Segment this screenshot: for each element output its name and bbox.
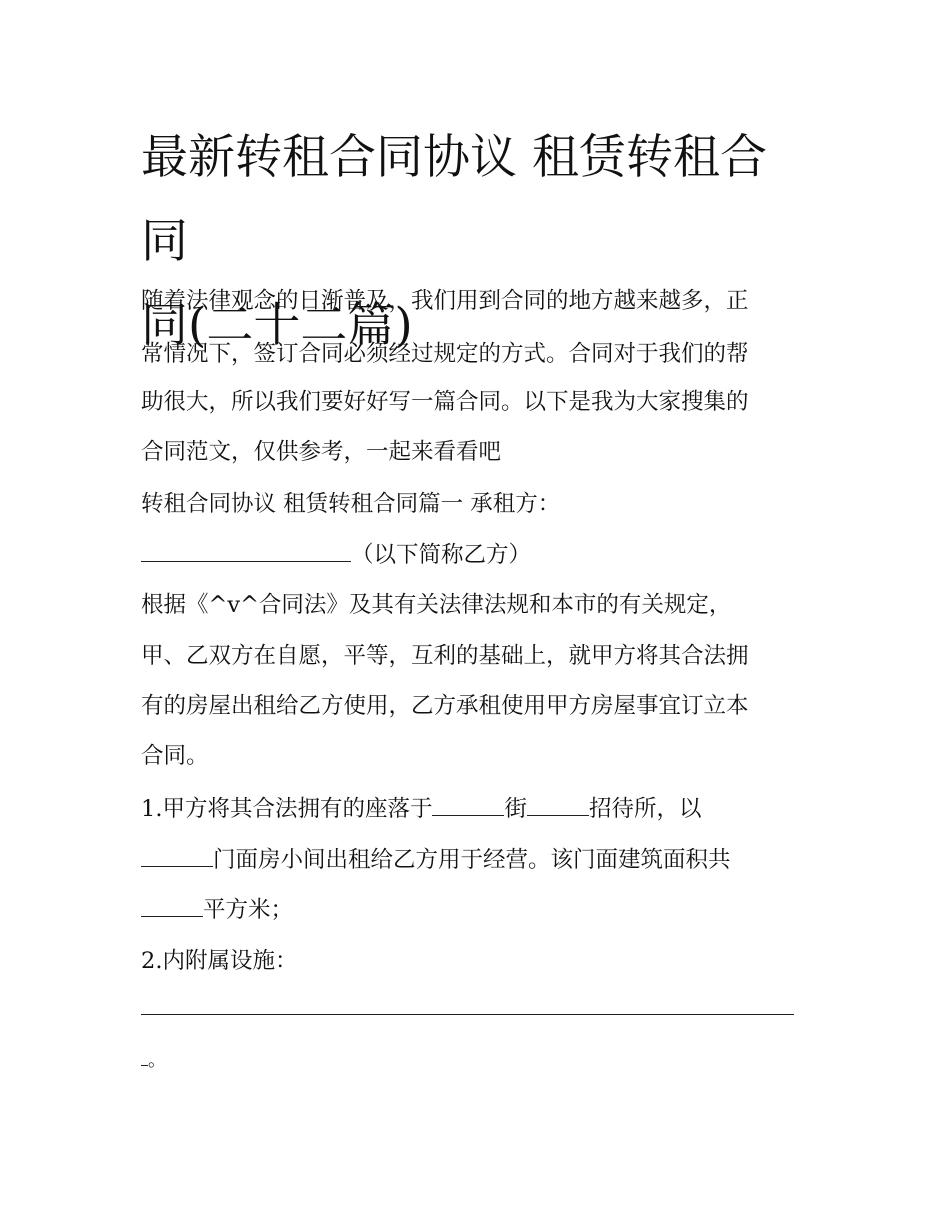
intro-line-2: 常情况下，签订合同必须经过规定的方式。合同对于我们的帮 (141, 341, 749, 367)
section-heading: 转租合同协议 租赁转租合同篇一 承租方： (141, 491, 561, 517)
clause-2-heading: 2.内附属设施： (141, 948, 298, 974)
tenant-line (141, 539, 531, 570)
agreement-line-2: 有的房屋出租给乙方使用，乙方承租使用甲方房屋事宜订立本 (141, 693, 749, 719)
facilities-line (141, 992, 794, 1023)
clause-1-line-2 (141, 844, 731, 875)
document-title (141, 116, 813, 368)
basis-line: 根据《^v^合同法》及其有关法律法规和本市的有关规定， (141, 592, 732, 618)
agreement-line-3: 合同。 (141, 743, 209, 769)
tenant-line-suffix: （以下简称乙方） (351, 542, 532, 568)
clause-1-text-line3: 平方米； (203, 897, 294, 923)
hostel-blank (527, 793, 589, 816)
street-blank (432, 793, 504, 816)
intro-line-1: 随着法律观念的日渐普及，我们用到合同的地方越来越多，正 (141, 288, 749, 314)
area-blank (141, 894, 203, 917)
facilities-end-mark: 。 (148, 1050, 166, 1071)
intro-line-3: 助很大，所以我们要好好写一篇合同。以下是我为大家搜集的 (141, 389, 749, 415)
clause-1-text-a: 1.甲方将其合法拥有的座落于 (141, 796, 433, 822)
room-count-blank (141, 844, 213, 867)
intro-line-4: 合同范文，仅供参考，一起来看看吧 (141, 439, 502, 465)
title-line-2: 同(二十二篇) (141, 298, 413, 353)
facilities-end-blank (141, 1051, 148, 1066)
facilities-blank (141, 992, 794, 1015)
tenant-name-blank (141, 539, 351, 562)
title-line-1: 最新转租合同协议 租赁转租合同 (141, 130, 767, 269)
clause-1-line-3 (141, 894, 293, 925)
clause-1-text-line2: 门面房小间出租给乙方用于经营。该门面建筑面积共 (213, 847, 731, 873)
clause-1-line-1 (141, 793, 702, 824)
facilities-end-line (141, 1046, 166, 1076)
agreement-line-1: 甲、乙双方在自愿，平等，互利的基础上，就甲方将其合法拥 (141, 643, 749, 669)
clause-1-text-b: 街 (504, 796, 527, 822)
clause-1-text-c: 招待所，以 (588, 796, 702, 822)
